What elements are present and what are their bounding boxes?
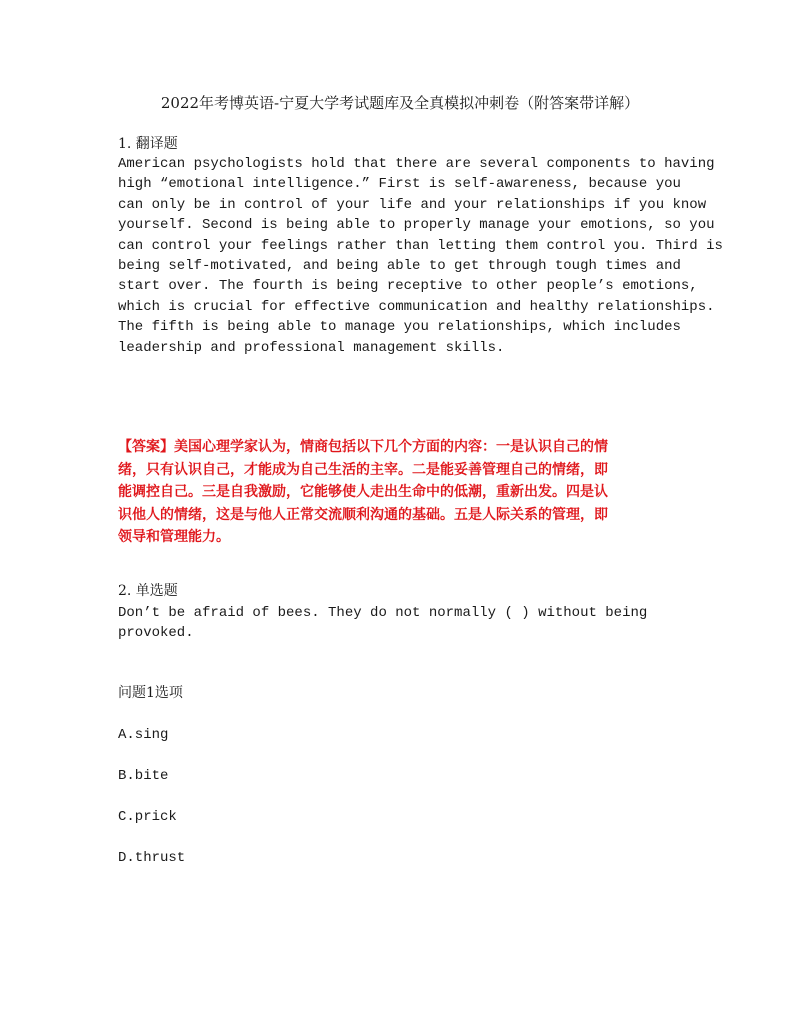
option-b: B.bite [118,768,169,784]
option-a: A.sing [118,727,169,743]
question-2-text: Don’t be afraid of bees. They do not normally ( ) without being provoked. [118,605,648,642]
document-title: 2022年考博英语-宁夏大学考试题库及全真模拟冲刺卷（附答案带详解） [160,94,640,112]
question-1-heading: 1. 翻译题 [118,136,178,152]
option-c: C.prick [118,809,177,825]
question-2-options-heading: 问题1选项 [118,685,183,701]
question-1-answer: 【答案】美国心理学家认为，情商包括以下几个方面的内容：一是认识自己的情 绪，只有认识自己，才能成为自己生活的主宰。二是能妥善管理自己的情绪，即 能调控自己。三是自我激励，它能够使人走出生命中的低潮，重新出发。四是认 识他人的情绪，这是与他人正常交流顺利沟通的基础。五是人际关系的管理，即 领导和管理能力。 [118,439,608,546]
option-d: D.thrust [118,850,186,866]
question-1-text: American psychologists hold that there are several components to having high “emotional intelligence.” First is self-awareness, because you can only be in control of your life and your relationships if you know yourself. Second is being able to properly manage your emotions, so you can control your feelings rather than letting them control you. Third is being self-motivated, and being able to get through tough times and start over. The fourth is being receptive to other people’s emotions, which is crucial for effective communication and healthy relationships. The fifth is being able to manage you relationships, which includes leadership and professional management skills. [118,156,723,356]
question-2-heading: 2. 单选题 [118,583,178,599]
